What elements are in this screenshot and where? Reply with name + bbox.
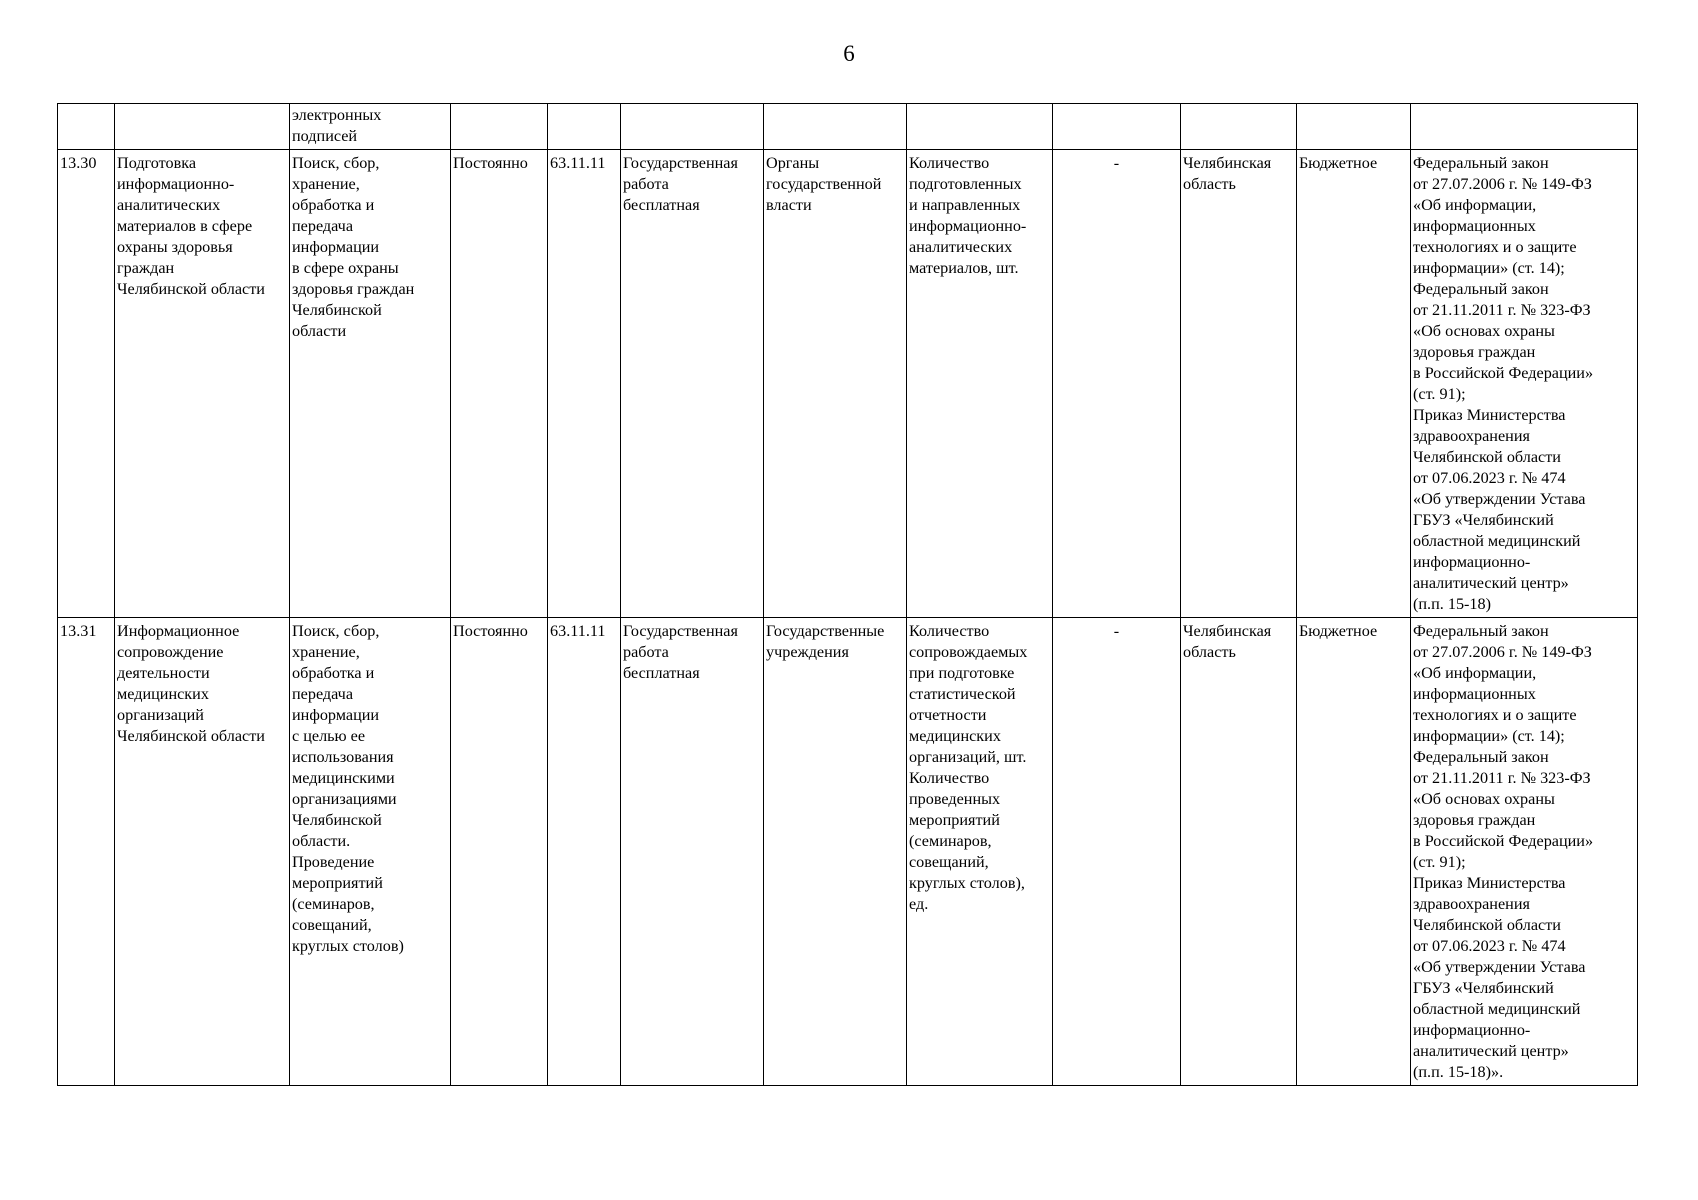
- register-table: [57, 103, 1638, 1086]
- cell-consumers: Государственные учреждения: [764, 618, 907, 1086]
- cell-content: Поиск, сбор, хранение, обработка и передача информации с целью ее использования медицинскими организациями Челябинской области. Проведение мероприятий (семинаров, совещаний, круглых столов): [290, 618, 451, 1086]
- cell-name: Информационное сопровождение деятельности медицинских организаций Челябинской области: [115, 618, 290, 1086]
- cell-indicator: [907, 104, 1053, 150]
- cell-type: Государственная работа бесплатная: [621, 618, 764, 1086]
- cell-indicator: Количество сопровождаемых при подготовке статистической отчетности медицинских организаций, шт. Количество проведенных мероприятий (семинаров, совещаний, круглых столов), ед.: [907, 618, 1053, 1086]
- cell-content: Поиск, сбор, хранение, обработка и передача информации в сфере охраны здоровья граждан Челябинской области: [290, 150, 451, 618]
- cell-consumers: [764, 104, 907, 150]
- continuation-row: [58, 104, 1638, 150]
- cell-legal-basis: [1411, 104, 1638, 150]
- cell-dash: -: [1053, 618, 1181, 1086]
- cell-type: Государственная работа бесплатная: [621, 150, 764, 618]
- cell-indicator: Количество подготовленных и направленных информационно- аналитических материалов, шт.: [907, 150, 1053, 618]
- cell-institution: Бюджетное: [1297, 618, 1411, 1086]
- cell-number: 13.31: [58, 618, 115, 1086]
- table-row: [58, 618, 1638, 1086]
- cell-period: [451, 104, 548, 150]
- table-row: [58, 150, 1638, 618]
- cell-region: [1181, 104, 1297, 150]
- cell-okved: 63.11.11: [548, 618, 621, 1086]
- cell-okved: 63.11.11: [548, 150, 621, 618]
- cell-period: Постоянно: [451, 150, 548, 618]
- cell-name: [115, 104, 290, 150]
- cell-legal-basis: Федеральный закон от 27.07.2006 г. № 149-ФЗ «Об информации, информационных технологиях и о защите информации» (ст. 14); Федеральный закон от 21.11.2011 г. № 323-ФЗ «Об основах охраны здоровья граждан в Российской Федерации» (ст. 91); Приказ Министерства здравоохранения Челябинской области от 07.06.2023 г. № 474 «Об утверждении Устава ГБУЗ «Челябинский областной медицинский информационно- аналитический центр» (п.п. 15-18): [1411, 150, 1638, 618]
- cell-region: Челябинская область: [1181, 150, 1297, 618]
- cell-consumers: Органы государственной власти: [764, 150, 907, 618]
- cell-type: [621, 104, 764, 150]
- cell-okved: [548, 104, 621, 150]
- cell-number: 13.30: [58, 150, 115, 618]
- cell-region: Челябинская область: [1181, 618, 1297, 1086]
- cell-institution: Бюджетное: [1297, 150, 1411, 618]
- cell-number: [58, 104, 115, 150]
- page-number: 6: [843, 41, 855, 66]
- cell-name: Подготовка информационно- аналитических материалов в сфере охраны здоровья граждан Челябинской области: [115, 150, 290, 618]
- cell-dash: [1053, 104, 1181, 150]
- cell-period: Постоянно: [451, 618, 548, 1086]
- cell-content: электронных подписей: [290, 104, 451, 150]
- cell-institution: [1297, 104, 1411, 150]
- cell-dash: -: [1053, 150, 1181, 618]
- cell-legal-basis: Федеральный закон от 27.07.2006 г. № 149-ФЗ «Об информации, информационных технологиях и о защите информации» (ст. 14); Федеральный закон от 21.11.2011 г. № 323-ФЗ «Об основах охраны здоровья граждан в Российской Федерации» (ст. 91); Приказ Министерства здравоохранения Челябинской области от 07.06.2023 г. № 474 «Об утверждении Устава ГБУЗ «Челябинский областной медицинский информационно- аналитический центр» (п.п. 15-18)».: [1411, 618, 1638, 1086]
